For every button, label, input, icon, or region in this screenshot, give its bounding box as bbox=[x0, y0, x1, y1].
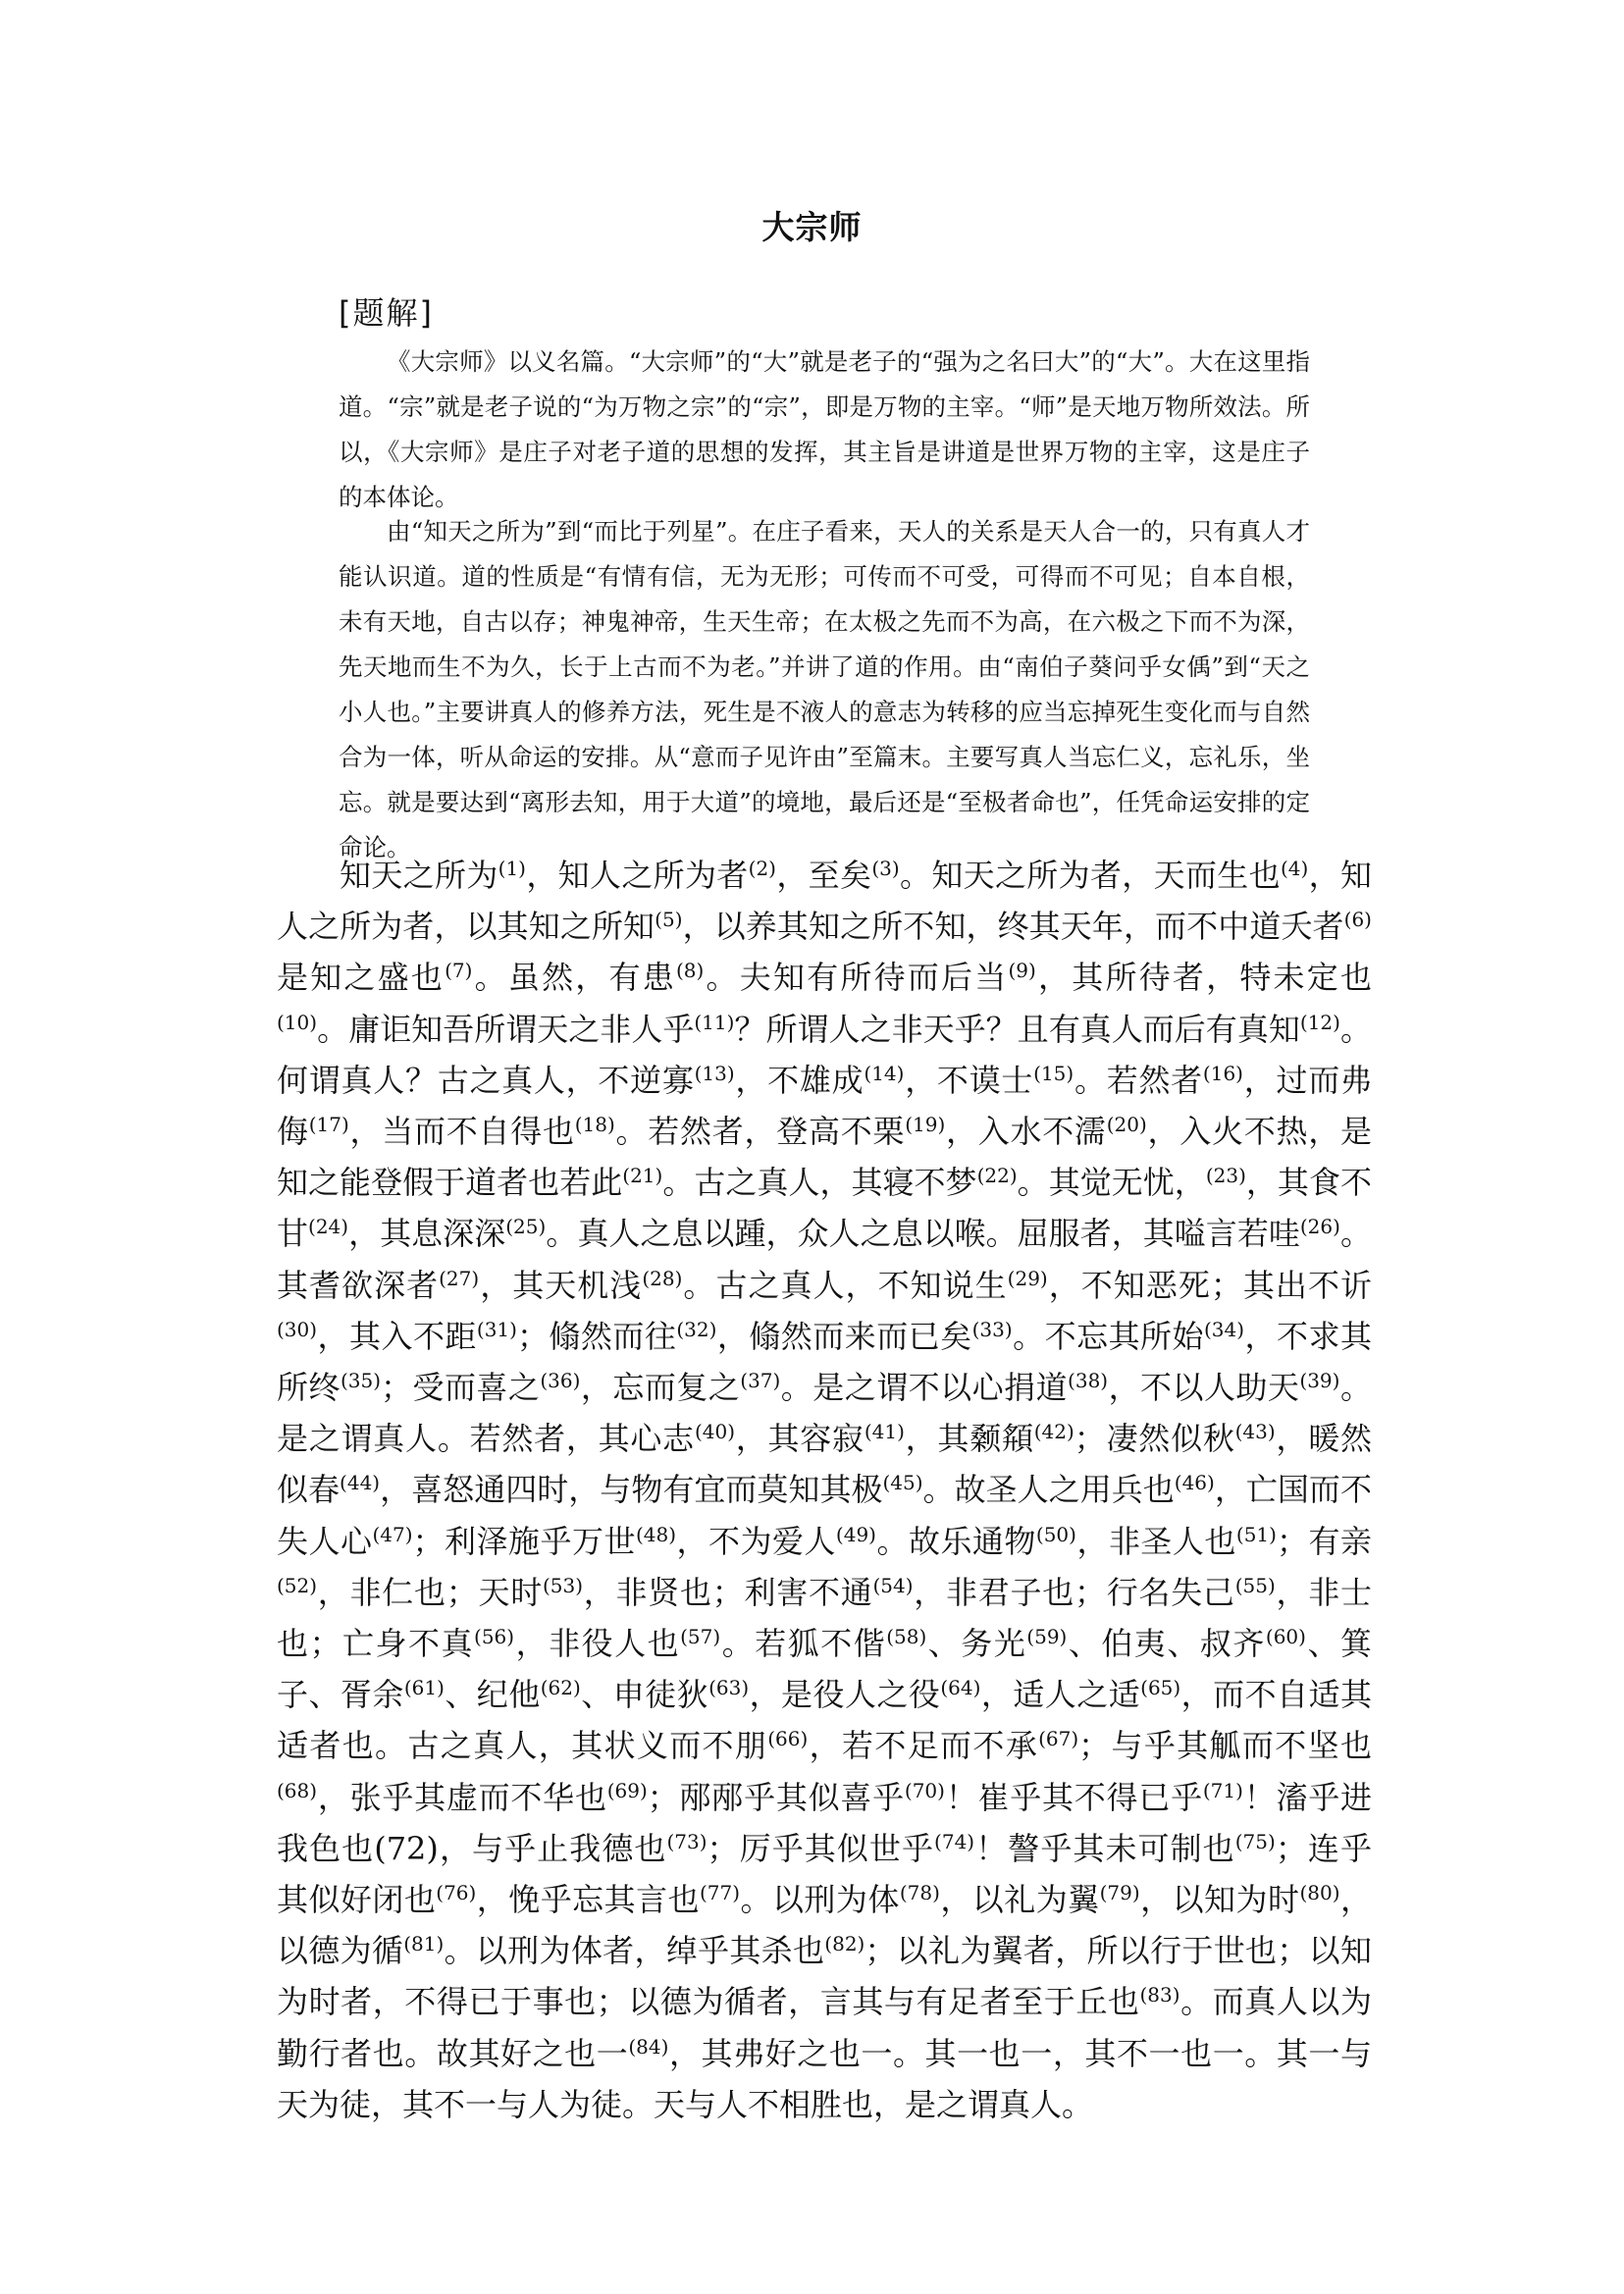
text-segment: ，入水不濡 bbox=[945, 1113, 1107, 1151]
text-segment: ，其所待者，特未定也 bbox=[1035, 959, 1372, 997]
footnote-marker: (12) bbox=[1299, 1010, 1340, 1034]
footnote-marker: (32) bbox=[676, 1317, 717, 1341]
text-segment: 是知之盛也 bbox=[277, 959, 445, 997]
footnote-marker: (66) bbox=[767, 1727, 809, 1751]
footnote-marker: (14) bbox=[864, 1061, 905, 1085]
text-segment: ，至矣 bbox=[775, 857, 872, 894]
footnote-marker: (41) bbox=[864, 1420, 905, 1444]
footnote-marker: (13) bbox=[694, 1061, 735, 1085]
text-segment: ，忘而复之 bbox=[580, 1369, 741, 1407]
footnote-marker: (52) bbox=[277, 1573, 318, 1597]
text-segment: ！謷乎其未可制也 bbox=[974, 1829, 1235, 1867]
footnote-marker: (55) bbox=[1234, 1573, 1276, 1597]
footnote-marker: (15) bbox=[1033, 1061, 1074, 1085]
footnote-marker: (28) bbox=[642, 1266, 683, 1290]
text-segment: ，翛然而来而已矣 bbox=[716, 1317, 972, 1355]
footnote-marker: (82) bbox=[824, 1932, 865, 1956]
text-segment: 。若然者 bbox=[1074, 1061, 1203, 1099]
footnote-marker: (40) bbox=[694, 1420, 735, 1444]
text-segment: 。何谓真人？古之真人，不逆寡 bbox=[277, 1010, 1372, 1099]
footnote-marker: (54) bbox=[872, 1573, 914, 1597]
footnote-marker: (44) bbox=[340, 1471, 381, 1495]
footnote-marker: (60) bbox=[1265, 1625, 1306, 1649]
footnote-marker: (16) bbox=[1202, 1061, 1243, 1085]
text-segment: ，知人之所为者，以其知之所知 bbox=[277, 857, 1372, 946]
footnote-marker: (24) bbox=[308, 1215, 349, 1239]
footnote-marker: (2) bbox=[748, 857, 776, 880]
text-segment: ，不谟士 bbox=[904, 1061, 1034, 1099]
page-title: 大宗师 bbox=[761, 208, 863, 246]
footnote-marker: (42) bbox=[1033, 1420, 1074, 1444]
text-segment: ，其天机浅 bbox=[479, 1266, 643, 1304]
footnote-marker: (43) bbox=[1234, 1420, 1276, 1444]
text-segment: 。真人之息以踵，众人之息以喉。屈服者，其嗌言若哇 bbox=[546, 1215, 1300, 1253]
footnote-marker: (61) bbox=[403, 1676, 445, 1700]
text-segment: ，以德为循 bbox=[277, 1881, 1372, 1970]
text-segment: ；邴邴乎其似喜乎 bbox=[647, 1778, 905, 1816]
intro-paragraph: 《大宗师》以义名篇。“大宗师”的“大”就是老子的“强为之名曰大”的“大”。大在这里指道。“宗”就是老子说的“为万物之宗”的“宗”，即是万物的主宰。“师”是天地万物所效法。所以，《大宗师》是庄子对老子道的思想的发挥，其主旨是讲道是世界万物的主宰，这是庄子的本体论。 bbox=[339, 347, 1310, 511]
text-segment: 知天之所为 bbox=[340, 857, 498, 894]
footnote-marker: (7) bbox=[445, 959, 473, 983]
text-segment: ，非仁也；天时 bbox=[317, 1573, 543, 1611]
text-segment: ，其弗好之也一。其一也一，其不一也一。其一与天为徒，其不一与人为徒。天与人不相胜也，是之谓真人。 bbox=[277, 2034, 1372, 2123]
footnote-marker: (35) bbox=[340, 1369, 382, 1393]
footnote-marker: (69) bbox=[606, 1778, 648, 1802]
text-segment: 。故乐通物 bbox=[875, 1522, 1036, 1560]
text-segment: ，不为爱人 bbox=[676, 1522, 836, 1560]
text-segment: 。若然者，登高不栗 bbox=[614, 1113, 906, 1151]
footnote-marker: (4) bbox=[1280, 857, 1309, 880]
footnote-marker: (58) bbox=[886, 1625, 927, 1649]
intro-heading: [题解] bbox=[339, 294, 434, 332]
footnote-marker: (20) bbox=[1106, 1113, 1147, 1137]
text-segment: 。虽然，有患 bbox=[472, 959, 676, 997]
footnote-marker: (10) bbox=[277, 1010, 318, 1034]
text-segment: ，其息深深 bbox=[348, 1215, 506, 1253]
footnote-marker: (17) bbox=[308, 1113, 349, 1137]
footnote-marker: (78) bbox=[899, 1881, 940, 1905]
text-segment: 。若狐不偕 bbox=[720, 1625, 887, 1663]
footnote-marker: (30) bbox=[277, 1317, 318, 1341]
text-segment: ；与乎其觚而不坚也 bbox=[1078, 1727, 1372, 1765]
footnote-marker: (23) bbox=[1205, 1164, 1246, 1188]
text-segment: ！崔乎其不得已乎 bbox=[944, 1778, 1203, 1816]
text-segment: ，不雄成 bbox=[734, 1061, 864, 1099]
footnote-marker: (8) bbox=[675, 959, 705, 983]
text-segment: ；厉乎其似世乎 bbox=[707, 1829, 935, 1867]
text-segment: ，过而弗侮 bbox=[277, 1061, 1372, 1151]
text-segment: ，张乎其虚而不华也 bbox=[317, 1778, 607, 1816]
footnote-marker: (22) bbox=[976, 1164, 1018, 1188]
footnote-marker: (21) bbox=[622, 1164, 663, 1188]
footnote-marker: (62) bbox=[540, 1676, 581, 1700]
text-segment: 。庸讵知吾所谓天之非人乎 bbox=[317, 1010, 695, 1048]
text-segment: 、伯夷、叔齐 bbox=[1067, 1625, 1266, 1663]
footnote-marker: (56) bbox=[474, 1625, 515, 1649]
text-segment: ，亡国而不失人心 bbox=[277, 1471, 1372, 1560]
text-segment: ，悗乎忘其言也 bbox=[476, 1881, 700, 1919]
footnote-marker: (75) bbox=[1234, 1829, 1276, 1853]
text-segment: ，其食不甘 bbox=[277, 1164, 1372, 1253]
footnote-marker: (39) bbox=[1299, 1369, 1340, 1393]
text-segment: ，喜怒通四时，与物有宜而莫知其极 bbox=[380, 1471, 883, 1509]
text-segment: ，其入不距 bbox=[317, 1317, 477, 1355]
footnote-marker: (3) bbox=[871, 857, 900, 880]
footnote-marker: (38) bbox=[1068, 1369, 1109, 1393]
text-segment: 。夫知有所待而后当 bbox=[704, 959, 1009, 997]
text-segment: 。故圣人之用兵也 bbox=[922, 1471, 1175, 1509]
footnote-marker: (19) bbox=[905, 1113, 946, 1137]
footnote-marker: (76) bbox=[436, 1881, 477, 1905]
footnote-marker: (48) bbox=[635, 1522, 676, 1546]
footnote-marker: (68) bbox=[277, 1778, 318, 1802]
text-segment: 、务光 bbox=[926, 1625, 1027, 1663]
text-segment: ；利泽施乎万世 bbox=[412, 1522, 636, 1560]
text-segment: 。而真人以为勤行者也。故其好之也一 bbox=[277, 1983, 1372, 2072]
footnote-marker: (11) bbox=[694, 1010, 735, 1034]
footnote-marker: (77) bbox=[700, 1881, 741, 1905]
text-segment: ，非士也；亡身不真 bbox=[277, 1573, 1372, 1663]
footnote-marker: (45) bbox=[882, 1471, 923, 1495]
intro-paragraph: 由“知天之所为”到“而比于列星”。在庄子看来，天人的关系是天人合一的，只有真人才能认识道。道的性质是“有情有信，无为无形；可传而不可受，可得而不可见；自本自根，未有天地，自古以存；神鬼神帝，生天生帝；在太极之先而不为高，在六极之下而不为深，先天地而生不为久，长于上古而不为老。”并讲了道的作用。由“南伯子葵问乎女偊”到“天之小人也。”主要讲真人的修养方法，死生是不液人的意志为转移的应当忘掉死生变化而与自然合为一体，听从命运的安排。从“意而子见许由”至篇末。主要写真人当忘仁义，忘礼乐，坐忘。就是要达到“离形去知，用于大道”的境地，最后还是“至极者命也”，任凭命运安排的定命论。 bbox=[339, 517, 1310, 861]
text-segment: ，若不足而不承 bbox=[808, 1727, 1039, 1765]
footnote-marker: (64) bbox=[940, 1676, 981, 1700]
footnote-marker: (47) bbox=[372, 1522, 413, 1546]
text-segment: 、纪他 bbox=[444, 1676, 541, 1714]
footnote-marker: (63) bbox=[708, 1676, 750, 1700]
text-segment: ；凄然似秋 bbox=[1074, 1420, 1235, 1458]
text-segment: ，以知为时 bbox=[1139, 1881, 1300, 1919]
footnote-marker: (71) bbox=[1202, 1778, 1243, 1802]
footnote-marker: (18) bbox=[574, 1113, 615, 1137]
text-segment: 。古之真人，不知说生 bbox=[682, 1266, 1008, 1304]
text-segment: ；受而喜之 bbox=[381, 1369, 541, 1407]
footnote-marker: (31) bbox=[476, 1317, 517, 1341]
footnote-marker: (49) bbox=[835, 1522, 876, 1546]
text-segment: 。以刑为体者，绰乎其杀也 bbox=[444, 1932, 825, 1970]
footnote-marker: (51) bbox=[1235, 1522, 1277, 1546]
footnote-marker: (5) bbox=[655, 908, 683, 932]
footnote-marker: (81) bbox=[403, 1932, 445, 1956]
footnote-marker: (53) bbox=[543, 1573, 584, 1597]
text-segment: ，不以人助天 bbox=[1108, 1369, 1300, 1407]
footnote-marker: (46) bbox=[1174, 1471, 1215, 1495]
text-segment: 。其耆欲深者 bbox=[277, 1215, 1372, 1304]
text-segment: ，适人之适 bbox=[980, 1676, 1141, 1714]
footnote-marker: (73) bbox=[666, 1829, 707, 1853]
text-segment: ，以养其知之所不知，终其天年，而不中道夭者 bbox=[682, 908, 1344, 946]
footnote-marker: (29) bbox=[1007, 1266, 1048, 1290]
text-segment: 。古之真人，其寝不梦 bbox=[662, 1164, 977, 1202]
text-segment: ；以礼为翼者，所以行于世也；以知为时者，不得已于事也；以德为循者，言其与有足者至于丘也 bbox=[277, 1932, 1372, 2021]
footnote-marker: (80) bbox=[1299, 1881, 1340, 1905]
text-segment: ，以礼为翼 bbox=[939, 1881, 1100, 1919]
text-segment: ，是役人之役 bbox=[749, 1676, 941, 1714]
text-segment: 。以刑为体 bbox=[740, 1881, 900, 1919]
text-segment: 。其觉无忧， bbox=[1017, 1164, 1206, 1202]
footnote-marker: (1) bbox=[498, 857, 526, 880]
text-segment: ，其颡頯 bbox=[904, 1420, 1034, 1458]
footnote-marker: (33) bbox=[971, 1317, 1013, 1341]
footnote-marker: (36) bbox=[540, 1369, 581, 1393]
footnote-marker: (79) bbox=[1099, 1881, 1140, 1905]
footnote-marker: (65) bbox=[1140, 1676, 1181, 1700]
footnote-marker: (26) bbox=[1299, 1215, 1340, 1239]
text-segment: ？所谓人之非天乎？且有真人而后有真知 bbox=[734, 1010, 1300, 1048]
text-segment: ！滀乎进我色也(72)，与乎止我德也 bbox=[277, 1778, 1372, 1867]
text-segment: ，暖然似春 bbox=[277, 1420, 1372, 1509]
text-segment: ，不求其所终 bbox=[277, 1317, 1372, 1407]
text-segment: ，知人之所为者 bbox=[526, 857, 749, 894]
footnote-marker: (9) bbox=[1008, 959, 1036, 983]
footnote-marker: (57) bbox=[680, 1625, 721, 1649]
footnote-marker: (34) bbox=[1204, 1317, 1245, 1341]
text-segment: ，其容寂 bbox=[735, 1420, 864, 1458]
text-segment: ，非役人也 bbox=[514, 1625, 681, 1663]
footnote-marker: (25) bbox=[505, 1215, 547, 1239]
text-segment: ，非贤也；利害不通 bbox=[583, 1573, 873, 1611]
footnote-marker: (27) bbox=[439, 1266, 480, 1290]
footnote-marker: (83) bbox=[1139, 1983, 1180, 2007]
text-segment: ，非圣人也 bbox=[1075, 1522, 1236, 1560]
text-segment: 、申徒狄 bbox=[580, 1676, 709, 1714]
footnote-marker: (70) bbox=[904, 1778, 945, 1802]
text-segment: 、箕子、胥余 bbox=[277, 1625, 1372, 1714]
main-text bbox=[277, 850, 1372, 2130]
footnote-marker: (84) bbox=[628, 2034, 669, 2059]
footnote-marker: (37) bbox=[740, 1369, 781, 1393]
text-segment: 。是之谓不以心捐道 bbox=[780, 1369, 1069, 1407]
footnote-marker: (59) bbox=[1026, 1625, 1068, 1649]
text-segment: ，不知恶死；其出不䜣 bbox=[1047, 1266, 1372, 1304]
footnote-marker: (67) bbox=[1038, 1727, 1079, 1751]
footnote-marker: (6) bbox=[1343, 908, 1372, 932]
text-segment: ；连乎其似好闭也 bbox=[277, 1829, 1372, 1919]
text-segment: ，当而不自得也 bbox=[348, 1113, 575, 1151]
text-segment: 。知天之所为者，天而生也 bbox=[899, 857, 1281, 894]
footnote-marker: (50) bbox=[1035, 1522, 1076, 1546]
text-segment: ；翛然而往 bbox=[516, 1317, 677, 1355]
text-segment: ，而不自适其适者也。古之真人，其状义而不朋 bbox=[277, 1676, 1372, 1765]
text-segment: 。不忘其所始 bbox=[1012, 1317, 1204, 1355]
footnote-marker: (74) bbox=[934, 1829, 975, 1853]
text-segment: 。是之谓真人。若然者，其心志 bbox=[277, 1369, 1372, 1458]
text-segment: ；有亲 bbox=[1276, 1522, 1372, 1560]
text-segment: ，非君子也；行名失己 bbox=[913, 1573, 1235, 1611]
text-segment: ，入火不热，是知之能登假于道者也若此 bbox=[277, 1113, 1372, 1202]
